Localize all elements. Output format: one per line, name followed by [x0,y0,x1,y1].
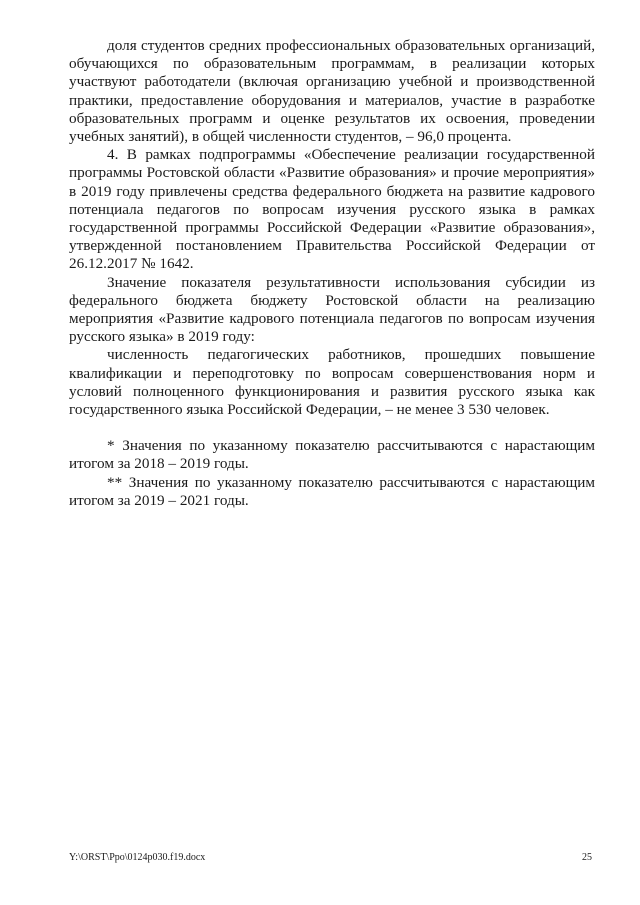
footnote-single-asterisk: * Значения по указанному показателю рассчитываются с нарастающим итогом за 2018 – 2019 годы. [69,437,595,473]
document-body [69,37,595,510]
paragraph-subprogram-4: 4. В рамках подпрограммы «Обеспечение реализации государственной программы Ростовской области «Развитие образования» и прочие мероприятия» в 2019 году привлечены средства федерального бюджета на развитие кадрового потенциала педагогов по вопросам изучения русского языка в рамках государственной программы Российской Федерации «Развитие образования», утвержденной постановлением Правительства Российской Федерации от 26.12.2017 № 1642. [69,146,595,273]
footer-file-path: Y:\ORST\Ppo\0124p030.f19.docx [69,852,206,863]
paragraph-teachers-count: численность педагогических работников, прошедших повышение квалификации и переподготовку по вопросам совершенствования норм и условий полноценного функционирования и развития русского языка как государственного языка Российской Федерации, – не менее 3 530 человек. [69,346,595,419]
footer-page-number: 25 [582,852,592,863]
spacer [69,419,595,437]
paragraph-student-share: доля студентов средних профессиональных образовательных организаций, обучающихся по образовательным программам, в реализации которых участвуют работодатели (включая организацию учебной и производственной практики, предоставление оборудования и материалов, участие в разработке образовательных программ и оценке результатов их освоения, проведении учебных занятий), в общей численности студентов, – 96,0 процента. [69,37,595,146]
paragraph-indicator-value: Значение показателя результативности использования субсидии из федерального бюджета бюджету Ростовской области на реализацию мероприятия «Развитие кадрового потенциала педагогов по вопросам изучения русского языка» в 2019 году: [69,273,595,346]
footnote-double-asterisk: ** Значения по указанному показателю рассчитываются с нарастающим итогом за 2019 – 2021 годы. [69,473,595,509]
